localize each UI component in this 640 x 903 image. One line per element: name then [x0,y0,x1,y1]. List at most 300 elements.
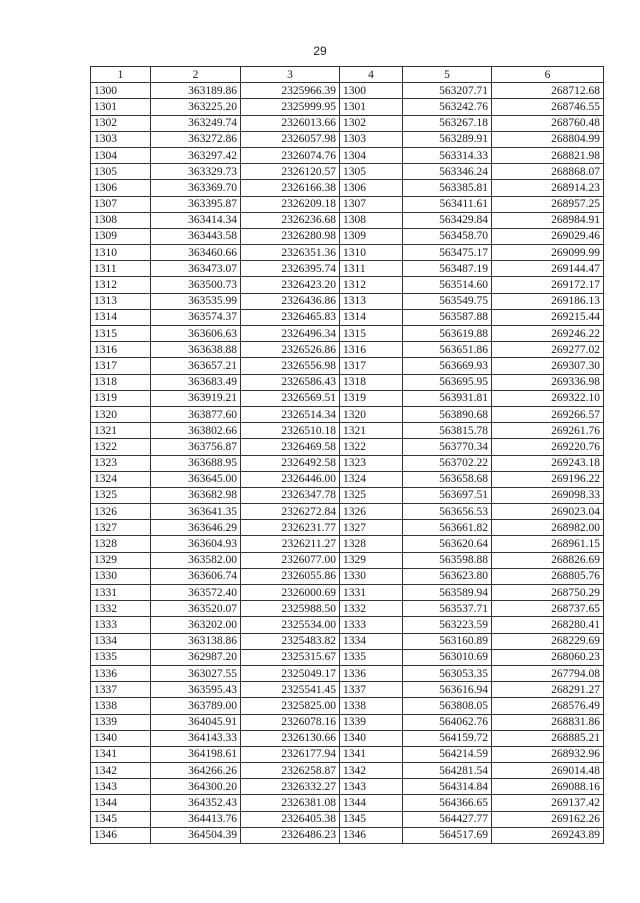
table-cell: 563429.84 [403,212,492,228]
table-cell: 1330 [91,568,151,584]
table-cell: 363877.60 [151,406,241,422]
table-cell: 563514.60 [403,277,492,293]
table-cell: 1303 [91,131,151,147]
table-cell: 563695.95 [403,374,492,390]
table-row [91,471,604,487]
table-cell: 1315 [91,326,151,342]
table-cell: 2326211.27 [241,536,340,552]
table-cell: 563487.19 [403,261,492,277]
table-cell: 1321 [340,423,403,439]
table-cell: 364198.61 [151,746,241,762]
table-cell: 268982.00 [492,520,604,536]
table-cell: 269261.76 [492,423,604,439]
table-row [91,633,604,649]
table-cell: 1318 [340,374,403,390]
table-cell: 269029.46 [492,228,604,244]
table-cell: 563815.78 [403,423,492,439]
table-row [91,730,604,746]
table-cell: 1335 [340,649,403,665]
table-cell: 2326120.57 [241,164,340,180]
table-cell: 563651.86 [403,342,492,358]
table-row [91,827,604,843]
table-cell: 1311 [340,261,403,277]
table-cell: 1319 [91,390,151,406]
table-cell: 563669.93 [403,358,492,374]
table-cell: 1315 [340,326,403,342]
table-cell: 1343 [340,779,403,795]
table-cell: 268576.49 [492,698,604,714]
table-cell: 363682.98 [151,487,241,503]
table-cell: 2326514.34 [241,406,340,422]
table-cell: 564214.59 [403,746,492,762]
table-cell: 1343 [91,779,151,795]
table-cell: 1326 [340,504,403,520]
table-cell: 1306 [340,180,403,196]
table-cell: 363535.99 [151,293,241,309]
table-cell: 269215.44 [492,309,604,325]
table-cell: 564062.76 [403,714,492,730]
table-cell: 563661.82 [403,520,492,536]
table-cell: 1322 [340,439,403,455]
table-cell: 1305 [91,164,151,180]
table-cell: 1302 [340,115,403,131]
table-cell: 363272.86 [151,131,241,147]
table-cell: 563411.61 [403,196,492,212]
table-cell: 363688.95 [151,455,241,471]
table-cell: 2326496.34 [241,326,340,342]
table-row [91,698,604,714]
table-cell: 1321 [91,423,151,439]
table-cell: 1300 [340,83,403,99]
table-cell: 1302 [91,115,151,131]
table-row [91,601,604,617]
table-cell: 268984.91 [492,212,604,228]
table-row [91,504,604,520]
table-cell: 1331 [340,585,403,601]
table-cell: 1342 [91,763,151,779]
table-cell: 2326405.38 [241,811,340,827]
table-row [91,131,604,147]
table-cell: 1311 [91,261,151,277]
column-header: 2 [151,67,241,83]
table-cell: 1337 [340,682,403,698]
table-cell: 269144.47 [492,261,604,277]
table-cell: 2326272.84 [241,504,340,520]
table-cell: 1320 [91,406,151,422]
table-cell: 363329.73 [151,164,241,180]
table-cell: 2325315.67 [241,649,340,665]
table-cell: 563346.24 [403,164,492,180]
table-cell: 363189.86 [151,83,241,99]
table-cell: 1322 [91,439,151,455]
table-cell: 2325825.00 [241,698,340,714]
table-row [91,763,604,779]
table-row [91,439,604,455]
table-row [91,520,604,536]
table-row [91,228,604,244]
table-cell: 1308 [91,212,151,228]
table-row [91,147,604,163]
table-cell: 1338 [91,698,151,714]
table-header-row [91,67,604,83]
table-row [91,83,604,99]
table-cell: 363520.07 [151,601,241,617]
table-row [91,309,604,325]
table-cell: 563697.51 [403,487,492,503]
table-cell: 1333 [91,617,151,633]
table-cell: 2326057.98 [241,131,340,147]
table-cell: 268805.76 [492,568,604,584]
table-cell: 268060.23 [492,649,604,665]
table-cell: 2326000.69 [241,585,340,601]
table-cell: 2326332.27 [241,779,340,795]
table-cell: 1307 [91,196,151,212]
table-cell: 363414.34 [151,212,241,228]
table-cell: 363225.20 [151,99,241,115]
table-row [91,293,604,309]
table-cell: 268885.21 [492,730,604,746]
table-cell: 268957.25 [492,196,604,212]
table-cell: 269266.57 [492,406,604,422]
table-cell: 363646.29 [151,520,241,536]
table-cell: 1340 [91,730,151,746]
table-cell: 1313 [91,293,151,309]
table-cell: 1304 [91,147,151,163]
table-cell: 563267.18 [403,115,492,131]
table-cell: 269336.98 [492,374,604,390]
table-cell: 269243.18 [492,455,604,471]
table-cell: 563475.17 [403,245,492,261]
table-cell: 1310 [340,245,403,261]
table-cell: 2326077.00 [241,552,340,568]
table-cell: 269307.30 [492,358,604,374]
table-cell: 363606.63 [151,326,241,342]
table-cell: 363027.55 [151,665,241,681]
table-cell: 1332 [91,601,151,617]
table-cell: 564517.69 [403,827,492,843]
table-row [91,487,604,503]
table-row [91,779,604,795]
table-cell: 2326492.58 [241,455,340,471]
table-cell: 268821.98 [492,147,604,163]
table-cell: 2325988.50 [241,601,340,617]
table-cell: 563623.80 [403,568,492,584]
table-cell: 363138.86 [151,633,241,649]
table-cell: 1344 [340,795,403,811]
table-row [91,277,604,293]
table-body [91,67,604,844]
table-row [91,326,604,342]
table-cell: 269099.99 [492,245,604,261]
table-row [91,714,604,730]
table-cell: 268746.55 [492,99,604,115]
table-cell: 1303 [340,131,403,147]
table-cell: 2325541.45 [241,682,340,698]
table-cell: 269246.22 [492,326,604,342]
table-cell: 363574.37 [151,309,241,325]
table-cell: 1324 [91,471,151,487]
table-cell: 364266.26 [151,763,241,779]
table-cell: 1345 [340,811,403,827]
table-cell: 1338 [340,698,403,714]
table-cell: 563890.68 [403,406,492,422]
table-cell: 1313 [340,293,403,309]
table-cell: 563656.53 [403,504,492,520]
table-cell: 1318 [91,374,151,390]
table-cell: 268280.41 [492,617,604,633]
table-cell: 1330 [340,568,403,584]
page-number: 29 [313,44,327,58]
table-cell: 363919.21 [151,390,241,406]
table-cell: 1334 [91,633,151,649]
table-cell: 363641.35 [151,504,241,520]
table-row [91,406,604,422]
table-row [91,115,604,131]
table-cell: 563619.88 [403,326,492,342]
table-cell: 2326486.23 [241,827,340,843]
table-cell: 268826.69 [492,552,604,568]
table-cell: 1341 [91,746,151,762]
table-cell: 1309 [91,228,151,244]
table-cell: 363606.74 [151,568,241,584]
table-cell: 1307 [340,196,403,212]
table-row [91,212,604,228]
table-cell: 1336 [91,665,151,681]
table-cell: 268750.29 [492,585,604,601]
table-row [91,164,604,180]
table-row [91,423,604,439]
table-row [91,390,604,406]
table-cell: 1334 [340,633,403,649]
table-cell: 363460.66 [151,245,241,261]
table-row [91,795,604,811]
table-cell: 268760.48 [492,115,604,131]
table-cell: 268229.69 [492,633,604,649]
table-cell: 2325999.95 [241,99,340,115]
table-cell: 363604.93 [151,536,241,552]
table-cell: 1325 [91,487,151,503]
table-cell: 2326586.43 [241,374,340,390]
table-cell: 363443.58 [151,228,241,244]
table-cell: 2326074.76 [241,147,340,163]
table-cell: 1308 [340,212,403,228]
table-cell: 2326510.18 [241,423,340,439]
table-cell: 563458.70 [403,228,492,244]
table-cell: 2325483.82 [241,633,340,649]
table-row [91,552,604,568]
table-cell: 1332 [340,601,403,617]
table-cell: 363572.40 [151,585,241,601]
table-cell: 2325534.00 [241,617,340,633]
table-cell: 2326395.74 [241,261,340,277]
table-cell: 268932.96 [492,746,604,762]
table-cell: 268804.99 [492,131,604,147]
table-cell: 363582.00 [151,552,241,568]
table-row [91,811,604,827]
table-cell: 1314 [340,309,403,325]
table-cell: 363595.43 [151,682,241,698]
table-cell: 364300.20 [151,779,241,795]
table-row [91,358,604,374]
table-cell: 1346 [91,827,151,843]
table-cell: 2326436.86 [241,293,340,309]
table-cell: 2326280.98 [241,228,340,244]
table-cell: 1329 [340,552,403,568]
table-cell: 267794.08 [492,665,604,681]
coordinates-table [90,66,604,844]
table-cell: 563160.89 [403,633,492,649]
table-cell: 2326013.66 [241,115,340,131]
table-row [91,682,604,698]
column-header: 5 [403,67,492,83]
table-cell: 1327 [340,520,403,536]
table-row [91,374,604,390]
table-row [91,99,604,115]
table-cell: 2326166.38 [241,180,340,196]
table-cell: 269098.33 [492,487,604,503]
table-cell: 363756.87 [151,439,241,455]
table-row [91,568,604,584]
table-cell: 1312 [91,277,151,293]
table-cell: 563616.94 [403,682,492,698]
table-cell: 2326130.66 [241,730,340,746]
column-header: 1 [91,67,151,83]
table-row [91,342,604,358]
table-cell: 2326078.16 [241,714,340,730]
table-cell: 269137.42 [492,795,604,811]
table-cell: 2325049.17 [241,665,340,681]
table-cell: 363500.73 [151,277,241,293]
table-cell: 1320 [340,406,403,422]
table-cell: 563931.81 [403,390,492,406]
table-cell: 363369.70 [151,180,241,196]
table-cell: 563808.05 [403,698,492,714]
table-cell: 363657.21 [151,358,241,374]
table-cell: 2326556.98 [241,358,340,374]
table-cell: 268712.68 [492,83,604,99]
table-cell: 563587.88 [403,309,492,325]
table-cell: 563385.81 [403,180,492,196]
table-cell: 563598.88 [403,552,492,568]
table-cell: 563658.68 [403,471,492,487]
table-cell: 1317 [340,358,403,374]
table-cell: 564314.84 [403,779,492,795]
table-cell: 1300 [91,83,151,99]
table-cell: 2326177.94 [241,746,340,762]
table-cell: 1312 [340,277,403,293]
table-cell: 564427.77 [403,811,492,827]
table-cell: 364352.43 [151,795,241,811]
table-row [91,261,604,277]
table-cell: 1309 [340,228,403,244]
table-cell: 269172.17 [492,277,604,293]
table-cell: 2326055.86 [241,568,340,584]
table-cell: 363802.66 [151,423,241,439]
table-cell: 1325 [340,487,403,503]
table-cell: 1324 [340,471,403,487]
table-cell: 269196.22 [492,471,604,487]
table-row [91,196,604,212]
table-cell: 363683.49 [151,374,241,390]
table-row [91,180,604,196]
table-cell: 563537.71 [403,601,492,617]
table-cell: 564366.65 [403,795,492,811]
table-cell: 268914.23 [492,180,604,196]
table-cell: 2326231.77 [241,520,340,536]
table-cell: 1341 [340,746,403,762]
table-cell: 363473.07 [151,261,241,277]
column-header: 6 [492,67,604,83]
table-row [91,649,604,665]
table-cell: 269186.13 [492,293,604,309]
table-cell: 1301 [91,99,151,115]
table-cell: 364045.91 [151,714,241,730]
table-cell: 1336 [340,665,403,681]
table-cell: 2325966.39 [241,83,340,99]
table-cell: 269243.89 [492,827,604,843]
table-cell: 563207.71 [403,83,492,99]
table-row [91,746,604,762]
table-cell: 563053.35 [403,665,492,681]
table-cell: 1304 [340,147,403,163]
table-cell: 269277.02 [492,342,604,358]
table-cell: 364504.39 [151,827,241,843]
table-cell: 563589.94 [403,585,492,601]
table-cell: 2326469.58 [241,439,340,455]
table-cell: 563242.76 [403,99,492,115]
table-cell: 363645.00 [151,471,241,487]
table-cell: 1328 [91,536,151,552]
table-cell: 364143.33 [151,730,241,746]
table-cell: 563702.22 [403,455,492,471]
table-cell: 1327 [91,520,151,536]
table-cell: 563620.64 [403,536,492,552]
table-cell: 563549.75 [403,293,492,309]
table-cell: 1306 [91,180,151,196]
table-row [91,455,604,471]
table-cell: 268291.27 [492,682,604,698]
table-cell: 1323 [340,455,403,471]
table-cell: 269162.26 [492,811,604,827]
table-cell: 1329 [91,552,151,568]
table-cell: 269023.04 [492,504,604,520]
table-cell: 2326209.18 [241,196,340,212]
table-cell: 1301 [340,99,403,115]
table-cell: 2326347.78 [241,487,340,503]
table-cell: 1339 [91,714,151,730]
table-cell: 362987.20 [151,649,241,665]
table-row [91,585,604,601]
table-cell: 363297.42 [151,147,241,163]
table-cell: 564159.72 [403,730,492,746]
table-cell: 2326423.20 [241,277,340,293]
table-cell: 363638.88 [151,342,241,358]
table-cell: 269322.10 [492,390,604,406]
table-cell: 563010.69 [403,649,492,665]
table-cell: 1335 [91,649,151,665]
table-cell: 1314 [91,309,151,325]
table-cell: 364413.76 [151,811,241,827]
table-cell: 1346 [340,827,403,843]
table-cell: 1323 [91,455,151,471]
table-cell: 269088.16 [492,779,604,795]
table-cell: 1305 [340,164,403,180]
table-cell: 1333 [340,617,403,633]
table-cell: 1345 [91,811,151,827]
table-cell: 1316 [340,342,403,358]
table-cell: 363249.74 [151,115,241,131]
table-cell: 1337 [91,682,151,698]
